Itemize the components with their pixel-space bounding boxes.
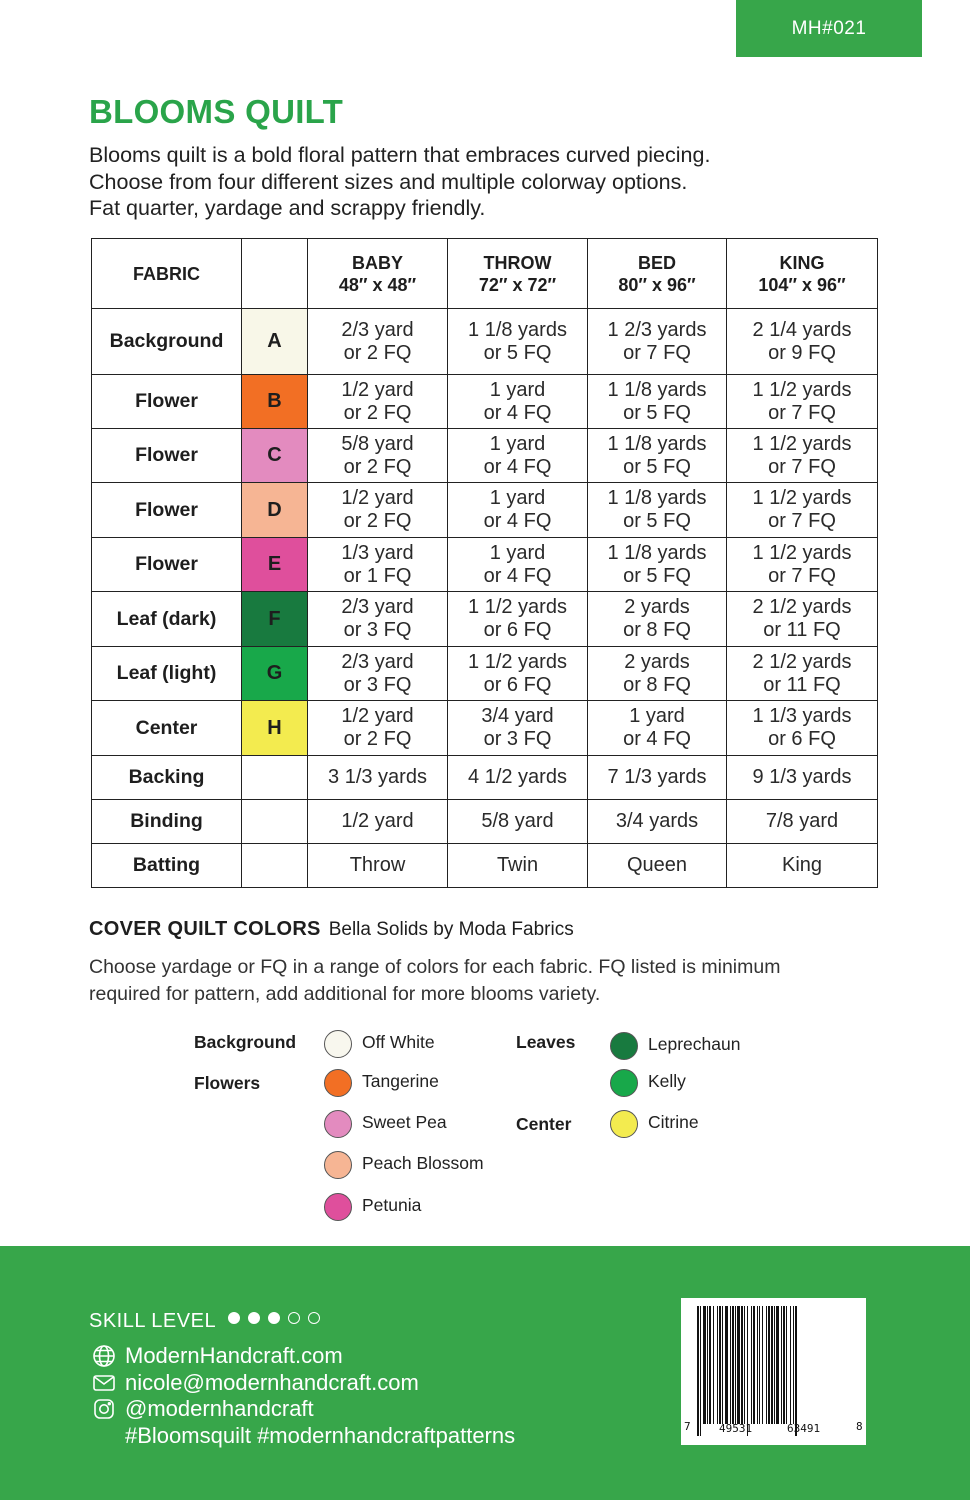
amount-cell xyxy=(308,592,448,647)
intro-line: Blooms quilt is a bold floral pattern that embraces curved piecing. xyxy=(89,143,711,167)
amount-fq: or 6 FQ xyxy=(483,673,552,696)
cover-colors-subtitle: Bella Solids by Moda Fabrics xyxy=(328,919,574,940)
amount-yardage: 2 1/2 yards xyxy=(752,596,852,618)
amount-yardage: 1 1/2 yards xyxy=(752,432,852,455)
amount-yardage: 1 yard xyxy=(629,705,685,727)
envelope-icon xyxy=(91,1370,117,1396)
amount-fq: or 7 FQ xyxy=(623,341,691,364)
size-name: BABY xyxy=(351,252,403,273)
globe-icon xyxy=(91,1343,117,1369)
group-label-flowers: Flowers xyxy=(194,1073,261,1093)
skill-dot xyxy=(288,1312,300,1324)
fabric-name: Flower xyxy=(92,429,242,483)
amount-fq: or 11 FQ xyxy=(763,619,841,641)
barcode-bar xyxy=(735,1306,736,1424)
amount-fq: or 8 FQ xyxy=(623,673,691,696)
amount-fq: or 6 FQ xyxy=(768,728,836,750)
barcode-bar xyxy=(795,1306,797,1436)
fabric-letter: E xyxy=(242,538,308,592)
barcode-bar xyxy=(757,1306,758,1424)
size-dims: 80″ x 96″ xyxy=(618,274,696,295)
color-swatch xyxy=(324,1193,352,1221)
barcode-bar xyxy=(774,1306,775,1424)
barcode-trail-digit: 8 xyxy=(856,1420,863,1433)
fabric-requirements-table xyxy=(91,238,878,888)
header-fabric: FABRIC xyxy=(92,239,242,309)
amount-fq: or 7 FQ xyxy=(768,401,836,424)
table-row xyxy=(92,701,878,756)
table-row xyxy=(92,844,878,888)
amount-yardage: 1 1/2 yards xyxy=(468,650,567,673)
barcode-bar xyxy=(781,1306,782,1424)
amount-cell xyxy=(727,429,878,483)
color-swatch xyxy=(324,1030,352,1058)
amount-fq: or 7 FQ xyxy=(768,510,836,532)
amount-cell xyxy=(308,701,448,756)
amount-yardage: 1 1/8 yards xyxy=(607,541,707,564)
fabric-letter: D xyxy=(242,483,308,538)
table-row xyxy=(92,429,878,483)
amount-cell xyxy=(588,429,727,483)
fabric-name: Leaf (light) xyxy=(92,647,242,701)
amount-fq: or 5 FQ xyxy=(623,401,691,424)
amount-yardage: 1/2 yard xyxy=(341,487,414,509)
amount-cell xyxy=(308,429,448,483)
barcode-bar xyxy=(707,1306,708,1424)
description-line: required for pattern, add additional for more blooms variety. xyxy=(89,983,601,1005)
fabric-name: Batting xyxy=(92,844,242,888)
barcode-left-digits: 49531 xyxy=(719,1422,753,1435)
skill-dot xyxy=(308,1312,320,1324)
amount-fq: or 5 FQ xyxy=(623,455,691,478)
amount-yardage: 1 1/2 yards xyxy=(752,541,852,564)
barcode-bar xyxy=(786,1306,787,1424)
table-row xyxy=(92,647,878,701)
amount-yardage: 1 1/8 yards xyxy=(607,432,707,455)
barcode-bar xyxy=(741,1306,743,1424)
barcode-bar xyxy=(768,1306,770,1424)
hashtags: #Bloomsquilt #modernhandcraftpatterns xyxy=(125,1423,516,1448)
amount-fq: or 1 FQ xyxy=(343,564,412,587)
amount-yardage: 2 1/4 yards xyxy=(752,318,852,341)
amount-yardage: 1 1/8 yards xyxy=(607,378,707,401)
amount-cell: 5/8 yard xyxy=(448,800,588,844)
barcode-bar xyxy=(719,1306,721,1424)
amount-fq: or 4 FQ xyxy=(483,401,552,424)
barcode-right-digits: 63491 xyxy=(787,1422,821,1435)
amount-fq: or 3 FQ xyxy=(343,619,412,641)
amount-cell: 3 1/3 yards xyxy=(308,756,448,800)
amount-yardage: 1 yard xyxy=(489,487,546,509)
amount-yardage: 2 yards xyxy=(624,650,690,673)
fabric-name: Flower xyxy=(92,538,242,592)
color-swatch xyxy=(324,1110,352,1138)
empty-letter-cell xyxy=(242,800,308,844)
amount-cell xyxy=(448,375,588,429)
barcode-bar xyxy=(700,1306,701,1436)
amount-fq: or 4 FQ xyxy=(483,564,552,587)
swatch-name: Leprechaun xyxy=(648,1034,741,1054)
barcode-bar xyxy=(697,1306,699,1436)
barcode-bar xyxy=(771,1306,773,1424)
table-row xyxy=(92,309,878,375)
table-row xyxy=(92,800,878,844)
fabric-letter: A xyxy=(242,309,308,375)
cover-colors-description xyxy=(89,954,780,1008)
size-name: BED xyxy=(637,252,676,273)
amount-fq: or 4 FQ xyxy=(623,728,691,750)
color-swatch xyxy=(610,1110,638,1138)
amount-cell xyxy=(448,701,588,756)
amount-yardage: 1/2 yard xyxy=(341,705,414,727)
amount-yardage: 1 yard xyxy=(489,378,546,401)
amount-cell: Twin xyxy=(448,844,588,888)
amount-fq: or 7 FQ xyxy=(768,455,836,478)
skill-dot xyxy=(228,1312,240,1324)
amount-cell xyxy=(448,538,588,592)
amount-cell: 7/8 yard xyxy=(727,800,878,844)
amount-cell xyxy=(448,309,588,375)
amount-cell: 9 1/3 yards xyxy=(727,756,878,800)
fabric-letter: F xyxy=(242,592,308,647)
fabric-letter: C xyxy=(242,429,308,483)
color-swatch xyxy=(324,1151,352,1179)
fabric-letter: G xyxy=(242,647,308,701)
instagram-line xyxy=(91,1396,314,1422)
color-swatch xyxy=(610,1032,638,1060)
amount-fq: or 11 FQ xyxy=(763,673,841,696)
cover-colors-title: COVER QUILT COLORS xyxy=(89,918,321,940)
size-name: KING xyxy=(779,252,825,273)
amount-cell: Queen xyxy=(588,844,727,888)
skill-level-dots xyxy=(228,1312,320,1324)
barcode-bar xyxy=(747,1306,748,1436)
color-swatch xyxy=(610,1069,638,1097)
fabric-name: Background xyxy=(92,309,242,375)
barcode-bar xyxy=(783,1306,785,1424)
barcode-bar xyxy=(790,1306,791,1424)
amount-fq: or 6 FQ xyxy=(483,619,552,641)
amount-fq: or 5 FQ xyxy=(623,564,691,587)
amount-yardage: 1 1/8 yards xyxy=(607,487,707,509)
amount-cell xyxy=(448,483,588,538)
cover-colors-heading xyxy=(89,918,574,941)
amount-cell xyxy=(448,429,588,483)
header-letter xyxy=(242,239,308,309)
barcode-bar xyxy=(793,1306,794,1424)
amount-cell xyxy=(588,483,727,538)
amount-yardage: 1/3 yard xyxy=(341,541,414,564)
amount-fq: or 2 FQ xyxy=(343,455,412,478)
amount-yardage: 1 1/2 yards xyxy=(752,378,852,401)
header-size-throw xyxy=(448,239,588,309)
size-name: THROW xyxy=(483,252,552,273)
amount-yardage: 2/3 yard xyxy=(341,596,414,618)
skill-dot xyxy=(248,1312,260,1324)
amount-cell xyxy=(727,701,878,756)
instagram-icon xyxy=(91,1396,117,1422)
barcode-bar xyxy=(751,1306,752,1424)
amount-cell xyxy=(727,375,878,429)
fabric-letter: H xyxy=(242,701,308,756)
header-size-king xyxy=(727,239,878,309)
intro-line: Fat quarter, yardage and scrappy friendly. xyxy=(89,196,486,220)
amount-yardage: 2/3 yard xyxy=(341,650,414,673)
amount-cell xyxy=(448,592,588,647)
amount-cell: Throw xyxy=(308,844,448,888)
barcode-bar xyxy=(717,1306,718,1424)
amount-fq: or 7 FQ xyxy=(768,564,836,587)
pattern-code-badge: MH#021 xyxy=(736,0,922,57)
amount-cell: 3/4 yards xyxy=(588,800,727,844)
fabric-name: Binding xyxy=(92,800,242,844)
table-row xyxy=(92,592,878,647)
amount-yardage: 1 1/2 yards xyxy=(752,487,852,509)
amount-fq: or 2 FQ xyxy=(343,510,412,532)
amount-cell xyxy=(727,309,878,375)
amount-cell xyxy=(727,483,878,538)
amount-cell xyxy=(448,647,588,701)
empty-letter-cell xyxy=(242,756,308,800)
size-dims: 104″ x 96″ xyxy=(758,274,846,295)
email-line xyxy=(91,1370,419,1396)
skill-level-label: SKILL LEVEL xyxy=(89,1310,217,1332)
table-header-row xyxy=(92,239,878,309)
amount-fq: or 4 FQ xyxy=(483,510,552,532)
instagram-handle[interactable]: @modernhandcraft xyxy=(125,1396,314,1421)
barcode xyxy=(681,1298,866,1445)
amount-yardage: 2 yards xyxy=(624,596,690,618)
swatch-name: Citrine xyxy=(648,1112,699,1132)
barcode-bar xyxy=(737,1306,740,1424)
amount-yardage: 1 yard xyxy=(489,432,546,455)
swatch-name: Petunia xyxy=(362,1195,422,1215)
table-row xyxy=(92,483,878,538)
description-line: Choose yardage or FQ in a range of colors for each fabric. FQ listed is minimum xyxy=(89,956,781,978)
amount-yardage: 3/4 yard xyxy=(481,705,554,727)
amount-cell xyxy=(727,538,878,592)
barcode-bar xyxy=(762,1306,763,1424)
amount-cell: 1/2 yard xyxy=(308,800,448,844)
amount-fq: or 2 FQ xyxy=(343,728,412,750)
amount-yardage: 1/2 yard xyxy=(341,378,414,401)
barcode-bar xyxy=(732,1306,734,1424)
barcode-bar xyxy=(766,1306,767,1424)
intro-line: Choose from four different sizes and multiple colorway options. xyxy=(89,169,688,194)
amount-fq: or 2 FQ xyxy=(343,341,412,364)
amount-yardage: 1 2/3 yards xyxy=(607,318,707,341)
amount-yardage: 1 1/3 yards xyxy=(752,705,852,727)
amount-cell xyxy=(308,483,448,538)
amount-yardage: 2/3 yard xyxy=(341,318,414,341)
barcode-bar xyxy=(776,1306,779,1424)
amount-fq: or 8 FQ xyxy=(623,619,691,641)
size-dims: 48″ x 48″ xyxy=(338,274,417,295)
amount-yardage: 5/8 yard xyxy=(341,432,414,455)
page-title: BLOOMS QUILT xyxy=(89,93,344,130)
amount-fq: or 2 FQ xyxy=(343,401,412,424)
barcode-bars xyxy=(681,1298,866,1445)
amount-cell xyxy=(308,375,448,429)
amount-cell xyxy=(588,647,727,701)
amount-yardage: 1 yard xyxy=(489,541,546,564)
fabric-name: Backing xyxy=(92,756,242,800)
footer xyxy=(0,1246,970,1500)
header-size-baby xyxy=(308,239,448,309)
fabric-letter: B xyxy=(242,375,308,429)
barcode-bar xyxy=(759,1306,760,1424)
swatch-name: Sweet Pea xyxy=(362,1112,447,1132)
barcode-bar xyxy=(725,1306,728,1424)
barcode-lead-digit: 7 xyxy=(684,1420,691,1433)
fabric-name: Center xyxy=(92,701,242,756)
header-size-bed xyxy=(588,239,727,309)
swatch-name: Peach Blossom xyxy=(362,1153,484,1173)
amount-yardage: 1 1/2 yards xyxy=(468,596,567,618)
website-link[interactable]: ModernHandcraft.com xyxy=(125,1343,343,1368)
amount-fq: or 3 FQ xyxy=(483,728,552,750)
amount-cell xyxy=(308,647,448,701)
group-label-leaves: Leaves xyxy=(516,1032,576,1052)
amount-cell xyxy=(727,647,878,701)
swatch-name: Tangerine xyxy=(362,1071,439,1091)
amount-cell xyxy=(308,538,448,592)
barcode-bar xyxy=(703,1306,706,1424)
skill-dot xyxy=(268,1312,280,1324)
amount-fq: or 4 FQ xyxy=(483,455,552,478)
amount-cell xyxy=(588,375,727,429)
group-label-center: Center xyxy=(516,1114,572,1134)
amount-cell xyxy=(588,309,727,375)
group-label-background: Background xyxy=(194,1032,297,1052)
amount-cell: 4 1/2 yards xyxy=(448,756,588,800)
amount-yardage: 2 1/2 yards xyxy=(752,650,852,673)
fabric-name: Flower xyxy=(92,483,242,538)
email-link[interactable]: nicole@modernhandcraft.com xyxy=(125,1370,419,1395)
amount-cell: 7 1/3 yards xyxy=(588,756,727,800)
barcode-bar xyxy=(709,1306,711,1424)
barcode-bar xyxy=(730,1306,731,1424)
barcode-bar xyxy=(753,1306,755,1424)
size-dims: 72″ x 72″ xyxy=(478,274,557,295)
amount-fq: or 9 FQ xyxy=(768,341,836,364)
amount-fq: or 5 FQ xyxy=(623,510,691,532)
amount-fq: or 5 FQ xyxy=(483,341,552,364)
table-row xyxy=(92,375,878,429)
website-line xyxy=(91,1343,343,1369)
swatch-name: Kelly xyxy=(648,1071,686,1091)
amount-yardage: 1 1/8 yards xyxy=(468,318,567,341)
amount-fq: or 3 FQ xyxy=(343,673,412,696)
amount-cell xyxy=(588,538,727,592)
table-row xyxy=(92,756,878,800)
barcode-bar xyxy=(713,1306,714,1424)
amount-cell xyxy=(588,701,727,756)
table-row xyxy=(92,538,878,592)
empty-letter-cell xyxy=(242,844,308,888)
amount-cell: King xyxy=(727,844,878,888)
color-swatch xyxy=(324,1069,352,1097)
barcode-bar xyxy=(744,1306,745,1424)
amount-cell xyxy=(727,592,878,647)
amount-cell xyxy=(308,309,448,375)
table-body xyxy=(92,309,878,888)
fabric-name: Leaf (dark) xyxy=(92,592,242,647)
amount-cell xyxy=(588,592,727,647)
intro-paragraph xyxy=(89,142,710,222)
barcode-bar xyxy=(722,1306,723,1424)
swatch-name: Off White xyxy=(362,1032,435,1052)
fabric-name: Flower xyxy=(92,375,242,429)
